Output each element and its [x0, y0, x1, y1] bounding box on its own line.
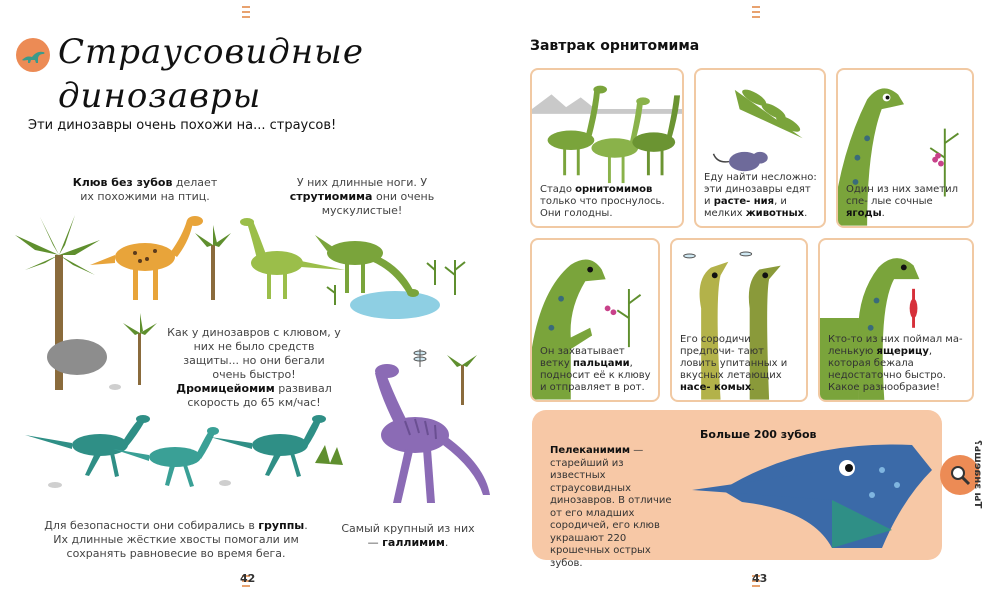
pelecanimimus-illustration — [682, 430, 940, 550]
comic-panel-4 — [530, 238, 660, 402]
did-you-know-label: Ты знаешь? — [972, 440, 983, 509]
page-number-right: 43 — [752, 572, 768, 585]
fact-text — [550, 445, 680, 570]
caption-legs-bold: струтиомима — [289, 190, 373, 203]
panel-6-text-post: , которая бежала недостаточно быстро. Какое разнообразие! — [828, 346, 946, 393]
caption-speed-pre: Как у динозавров с клювом, у них не было средств защиты... но они бегали очень быстро! — [167, 326, 341, 381]
caption-speed-post: развивал скорость до 65 км/час! — [187, 382, 332, 409]
page-title-line1: Страусовидные — [58, 32, 364, 72]
caption-legs-pre: У них длинные ноги. У — [296, 176, 428, 189]
panel-1-text-post: только что проснулось. Они голодны. — [540, 196, 665, 219]
caption-legs-post: они очень мускулистые! — [321, 190, 435, 217]
panel-3-text-bold: ягоды — [846, 208, 882, 219]
panel-4-text — [540, 346, 652, 394]
comic-panel-5 — [670, 238, 808, 402]
lower-scene-illustration — [15, 345, 490, 510]
panel-5-text — [680, 334, 800, 394]
panel-6-text-bold: ящерицу — [876, 346, 929, 357]
panel-4-text-post: , подносит её к клюву и отправляет в рот. — [540, 358, 651, 393]
fact-text-rest: — старейший из известных страусовидных динозавров. В отличие от его младших сородичей, его клюв украшают 220 крошечных острых зубов. — [550, 445, 672, 569]
panel-6-text — [828, 334, 966, 394]
spine-mark-top-right — [752, 6, 760, 24]
panel-1-text-pre: Стадо — [540, 184, 576, 195]
panel-2-text-bold: расте- ния — [713, 196, 775, 207]
dragonfly-icon — [414, 349, 426, 367]
page-title-line2: динозавры — [58, 76, 262, 116]
caption-big-post: . — [444, 536, 449, 549]
fact-title: Больше 200 зубов — [700, 428, 817, 441]
caption-groups-bold: группы — [258, 519, 305, 532]
panel-2-text-bold2: животных — [745, 208, 805, 219]
panel-4-text-pre: Он захватывает ветку — [540, 346, 625, 369]
page-subtitle: Эти динозавры очень похожи на... страусов! — [28, 118, 337, 133]
panel-5-text-post: . — [751, 382, 755, 393]
caption-groups — [42, 519, 310, 561]
caption-big-pre: Самый крупный из них — — [341, 522, 475, 549]
comic-panel-1 — [530, 68, 684, 228]
dinosaur-badge-icon — [16, 38, 50, 72]
page-number-left: 42 — [240, 572, 256, 585]
caption-teeth-rest: делает их похожими на птиц. — [80, 176, 218, 203]
panel-5-text-pre: Его сородичи предпочи- тают ловить упитанных и вкусных летающих — [680, 334, 788, 381]
caption-speed-bold: Дромицейомим — [176, 382, 275, 395]
panel-6-text-pre: Кто-то из них поймал ма- ленькую — [828, 334, 963, 357]
caption-teeth — [70, 176, 220, 204]
comic-panel-6 — [818, 238, 974, 402]
fact-text-bold: Пелеканимим — [550, 445, 631, 456]
panel-1-text — [540, 184, 676, 220]
caption-teeth-bold: Клюв без зубов — [72, 176, 173, 189]
panel-1-text-bold: орнитомимов — [575, 184, 653, 195]
comic-panel-3 — [836, 68, 974, 228]
panel-2-text-pre: Еду найти несложно: эти динозавры едят и — [704, 172, 817, 207]
caption-big — [336, 522, 480, 550]
caption-big-bold: галлимим — [382, 536, 445, 549]
panel-4-text-bold: пальцами — [573, 358, 630, 369]
panel-2-text — [704, 172, 818, 220]
page-title — [58, 30, 364, 118]
caption-groups-post: . Их длинные жёсткие хвосты помогали им сохранять равновесие во время бега. — [53, 519, 308, 560]
spine-mark-top-left — [242, 6, 250, 24]
panel-3-text-pre: Один из них заметил спе- лые сочные — [846, 184, 958, 207]
panel-2-text-mid: , и мелких — [704, 196, 787, 219]
panel-3-text — [846, 184, 966, 220]
panel-3-text-post: . — [881, 208, 885, 219]
panel-5-text-bold: насе- комых — [680, 382, 752, 393]
panel-2-text-post: . — [804, 208, 808, 219]
comic-panel-2 — [694, 68, 826, 228]
caption-groups-pre: Для безопасности они собирались в — [44, 519, 259, 532]
section-title: Завтрак орнитомима — [530, 38, 700, 54]
